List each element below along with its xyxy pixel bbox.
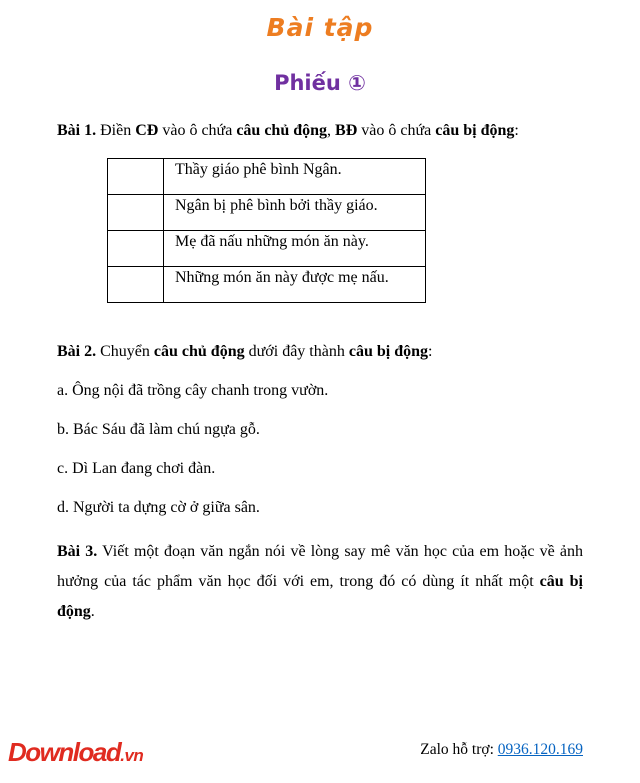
sentence-cell: Thầy giáo phê bình Ngân. bbox=[164, 159, 426, 195]
zalo-support bbox=[420, 741, 583, 759]
answer-cell bbox=[108, 195, 164, 231]
logo-tld-text: .vn bbox=[120, 746, 144, 765]
table-row bbox=[108, 231, 426, 267]
exercise2-item-c: c. Dì Lan đang chơi đàn. bbox=[57, 460, 216, 477]
exercise2-item-d: d. Người ta dựng cờ ở giữa sân. bbox=[57, 499, 260, 516]
phone-link[interactable]: 0936.120.169 bbox=[497, 741, 583, 758]
download-logo bbox=[8, 737, 143, 768]
answer-cell bbox=[108, 231, 164, 267]
exercise3-paragraph: Bài 3. Viết một đoạn văn ngắn nói về lòng say mê văn học của em hoặc về ảnh hưởng của tác phẩm văn học đối với em, trong đó có dùng ít nhất một câu bị động. bbox=[57, 543, 584, 620]
exercise1-heading: Bài 1. Điền CĐ vào ô chứa câu chủ động, BĐ vào ô chứa câu bị động: bbox=[57, 122, 519, 139]
exercise2-item-a: a. Ông nội đã trồng cây chanh trong vườn. bbox=[57, 382, 329, 399]
sentence-cell: Mẹ đã nấu những món ăn này. bbox=[164, 231, 426, 267]
table-row bbox=[108, 195, 426, 231]
page-title: Bài tập bbox=[266, 13, 374, 42]
table-row bbox=[108, 159, 426, 195]
exercise2-item-b: b. Bác Sáu đã làm chú ngựa gỗ. bbox=[57, 421, 260, 438]
logo-brand-text: Download bbox=[8, 737, 121, 767]
exercise1-table bbox=[107, 158, 426, 303]
sentence-cell: Những món ăn này được mẹ nấu. bbox=[164, 267, 426, 303]
table-row bbox=[108, 267, 426, 303]
answer-cell bbox=[108, 267, 164, 303]
exercise2-heading: Bài 2. Chuyển câu chủ động dưới đây thành câu bị động: bbox=[57, 343, 433, 360]
sentence-cell: Ngân bị phê bình bởi thầy giáo. bbox=[164, 195, 426, 231]
sheet-subtitle: Phiếu ① bbox=[274, 71, 366, 95]
answer-cell bbox=[108, 159, 164, 195]
support-label: Zalo hỗ trợ: bbox=[420, 741, 498, 758]
